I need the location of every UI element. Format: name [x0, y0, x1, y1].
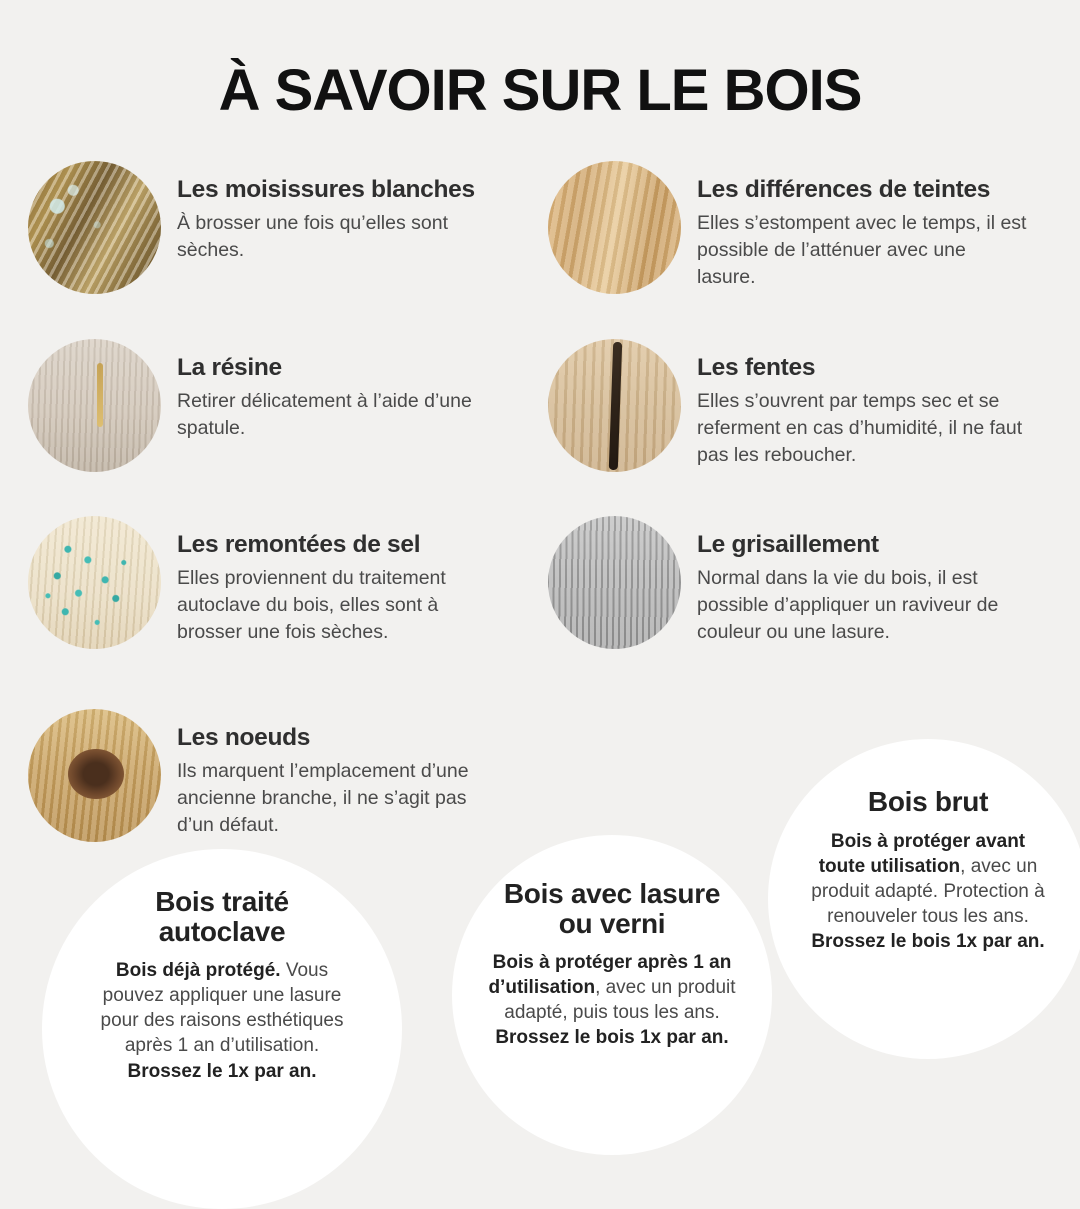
tip-item — [28, 709, 507, 842]
tip-body: Ils marquent l’emplacement d’une ancienne branche, il ne s’agit pas d’un défaut. — [177, 759, 469, 836]
bubble-body — [100, 958, 344, 1083]
bubble-title: Bois avec lasure ou verni — [503, 877, 721, 939]
bubble-brush-note: Brossez le bois 1x par an. — [495, 1027, 729, 1049]
tip-title: Les noeuds — [177, 723, 311, 751]
bubble-bois-autoclave — [42, 849, 402, 1209]
greyed-wood-photo — [548, 516, 681, 649]
tip-title: Les moisissures blanches — [177, 175, 475, 203]
tip-body: Normal dans la vie du bois, il est possible d’appliquer un raviveur de couleur ou une lasure. — [697, 566, 999, 643]
tip-text — [161, 161, 507, 264]
tip-text — [681, 161, 1027, 291]
tip-body: Elles proviennent du traitement autoclave du bois, elles sont à brosser une fois sèches. — [177, 566, 446, 643]
tip-title: Le grisaillement — [697, 530, 879, 558]
tip-body: Elles s’ouvrent par temps sec et se referment en cas d’humidité, il ne faut pas les reboucher. — [697, 389, 1023, 466]
tip-title: Les remontées de sel — [177, 530, 421, 558]
salt-deposit-wood-photo — [28, 516, 161, 649]
tip-text — [161, 339, 507, 442]
wood-tone-difference-photo — [548, 161, 681, 294]
wood-knot-photo — [28, 709, 161, 842]
bubble-highlight: Bois déjà protégé. — [115, 960, 281, 982]
tip-text — [681, 339, 1027, 469]
tip-body: À brosser une fois qu’elles sont sèches. — [177, 211, 448, 261]
tip-item — [28, 339, 507, 472]
tip-item — [548, 339, 1027, 472]
tip-body: Retirer délicatement à l’aide d’une spatule. — [177, 389, 472, 439]
bubble-title: Bois traité autoclave — [155, 885, 289, 947]
tip-title: La résine — [177, 353, 282, 381]
tip-title: Les fentes — [697, 353, 816, 381]
page-title: À SAVOIR SUR LE BOIS — [218, 57, 862, 123]
tip-item — [28, 161, 507, 294]
resin-drip-wood-photo — [28, 339, 161, 472]
bubble-bois-brut — [768, 739, 1080, 1059]
bubble-brush-note: Brossez le bois 1x par an. — [811, 930, 1045, 952]
tip-title: Les différences de teintes — [697, 175, 991, 203]
tip-text — [161, 516, 507, 646]
bubble-text: , avec un produit adapté, puis tous les ans. — [504, 977, 736, 1024]
bubble-text: , avec un produit adapté. Protection à renouveler tous les ans. — [811, 855, 1045, 927]
bubble-brush-note: Brossez le 1x par an. — [127, 1060, 317, 1082]
bubble-highlight: Bois à protéger après 1 an d’utilisation — [488, 952, 732, 999]
wood-crack-photo — [548, 339, 681, 472]
bubble-body — [488, 950, 736, 1050]
white-mould-wood-photo — [28, 161, 161, 294]
bubble-text: Vous pouvez appliquer une lasure pour des raisons esthétiques après 1 an d’utilisation. — [100, 960, 344, 1057]
bubble-highlight: Bois à protéger avant toute utilisation — [818, 830, 1026, 877]
tip-item — [548, 516, 1027, 649]
tip-item — [548, 161, 1027, 294]
tip-text — [161, 709, 507, 839]
bubble-body — [808, 829, 1048, 954]
tip-body: Elles s’estompent avec le temps, il est possible de l’atténuer avec une lasure. — [697, 211, 1027, 288]
tip-text — [681, 516, 1027, 646]
bubble-bois-lasure — [452, 835, 772, 1155]
tip-item — [28, 516, 507, 649]
bubble-title: Bois brut — [867, 785, 989, 817]
